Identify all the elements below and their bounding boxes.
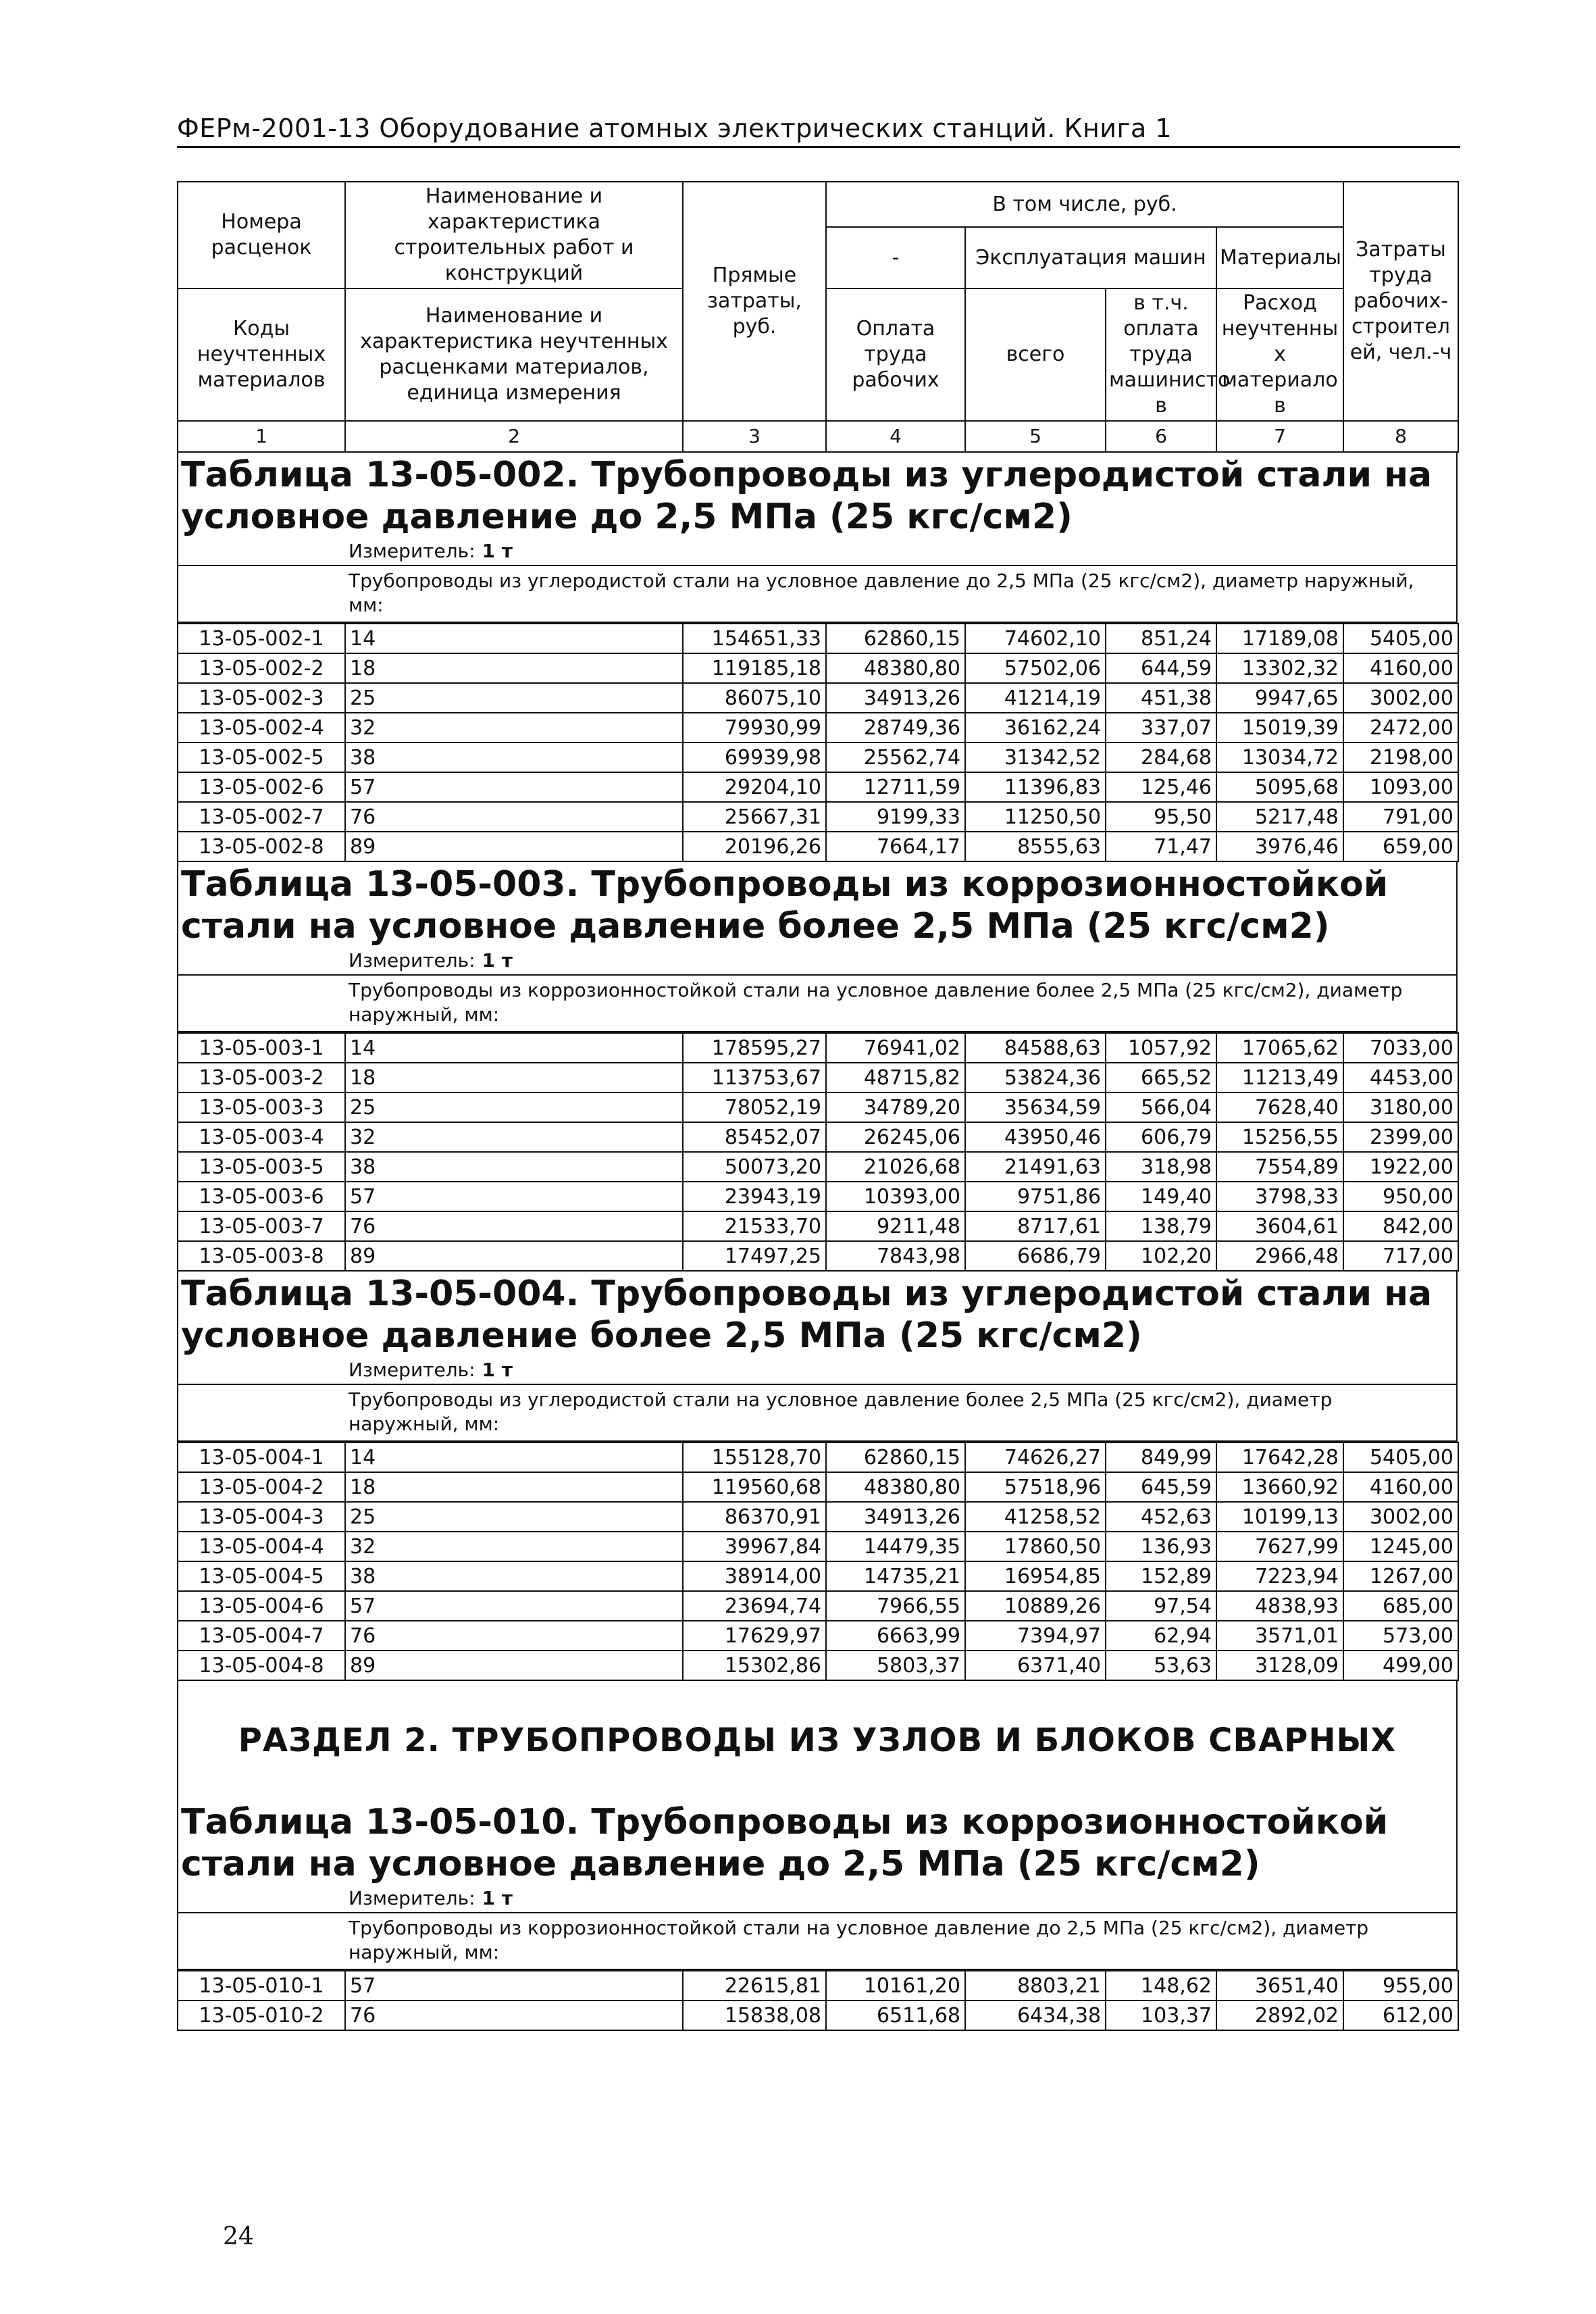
value-cell: 4160,00 [1343,653,1458,683]
meter-label: Измеритель: [349,1887,475,1909]
table-row [178,1502,1458,1532]
diameter-cell: 38 [345,1152,683,1182]
value-cell: 5405,00 [1343,1442,1458,1472]
meter-value: 1 т [482,540,513,562]
value-cell: 95,50 [1106,802,1216,832]
value-cell: 3002,00 [1343,683,1458,713]
rate-code-cell: 13-05-003-2 [178,1063,345,1092]
col-number-5: 5 [965,421,1106,452]
diameter-cell: 76 [345,1621,683,1651]
table-row [178,832,1458,861]
value-cell: 62860,15 [826,624,965,653]
value-cell: 53824,36 [965,1063,1106,1092]
value-cell: 11396,83 [965,772,1106,802]
meter-line [178,1357,1456,1385]
value-cell: 25562,74 [826,743,965,772]
value-cell: 34789,20 [826,1092,965,1122]
value-cell: 15838,08 [683,2001,826,2030]
value-cell: 7966,55 [826,1591,965,1621]
col-header-work-name: Наименование и характеристика строительных работ и конструкций [345,182,683,288]
diameter-cell: 57 [345,1591,683,1621]
table-row [178,1442,1458,1472]
meter-label: Измеритель: [349,540,475,562]
meter-label: Измеритель: [349,1359,475,1381]
col-header-machines: Эксплуатация машин [965,227,1216,288]
diameter-cell: 32 [345,1122,683,1152]
value-cell: 13034,72 [1216,743,1343,772]
value-cell: 717,00 [1343,1241,1458,1271]
meter-line [178,1885,1456,1913]
rate-code-cell: 13-05-002-4 [178,713,345,743]
value-cell: 13302,32 [1216,653,1343,683]
col-number-7: 7 [1216,421,1343,452]
rate-code-cell: 13-05-002-8 [178,832,345,861]
value-cell: 15302,86 [683,1651,826,1680]
col-number-4: 4 [826,421,965,452]
value-cell: 138,79 [1106,1211,1216,1241]
value-cell: 154651,33 [683,624,826,653]
table-title: Таблица 13-05-010. Трубопроводы из коррозионностойкой стали на условное давление до 2,5 МПа (25 кгс/см2) [181,1802,1389,1884]
rate-code-cell: 13-05-002-1 [178,624,345,653]
value-cell: 149,40 [1106,1182,1216,1211]
col-number-8: 8 [1343,421,1458,452]
table-row [178,2001,1458,2030]
table-title: Таблица 13-05-002. Трубопроводы из углеродистой стали на условное давление до 2,5 МПа (25 кгс/см2) [181,455,1433,537]
value-cell: 103,37 [1106,2001,1216,2030]
value-cell: 71,47 [1106,832,1216,861]
running-header: ФЕРм-2001-13 Оборудование атомных электрических станций. Книга 1 [177,114,1460,148]
col-header-dash: - [826,227,965,288]
table-row [178,743,1458,772]
value-cell: 3180,00 [1343,1092,1458,1122]
table-description: Трубопроводы из углеродистой стали на условное давление более 2,5 МПа (25 кгс/см2), диаметр наружный, мм: [178,1385,1456,1442]
value-cell: 8803,21 [965,1971,1106,2001]
value-cell: 76941,02 [826,1033,965,1063]
col-number-6: 6 [1106,421,1216,452]
diameter-cell: 38 [345,743,683,772]
meter-line [178,947,1456,976]
value-cell: 452,63 [1106,1502,1216,1532]
value-cell: 791,00 [1343,802,1458,832]
value-cell: 16954,85 [965,1561,1106,1591]
value-cell: 6686,79 [965,1241,1106,1271]
value-cell: 645,59 [1106,1472,1216,1502]
value-cell: 14735,21 [826,1561,965,1591]
value-cell: 7033,00 [1343,1033,1458,1063]
table-row [178,1591,1458,1621]
value-cell: 955,00 [1343,1971,1458,2001]
rate-code-cell: 13-05-002-7 [178,802,345,832]
table-row [178,1472,1458,1502]
value-cell: 152,89 [1106,1561,1216,1591]
value-cell: 41214,19 [965,683,1106,713]
value-cell: 2966,48 [1216,1241,1343,1271]
value-cell: 644,59 [1106,653,1216,683]
value-cell: 28749,36 [826,713,965,743]
diameter-cell: 14 [345,1442,683,1472]
value-cell: 14479,35 [826,1532,965,1561]
value-cell: 2399,00 [1343,1122,1458,1152]
col-header-direct-costs: Прямые затраты, руб. [683,182,826,421]
value-cell: 10199,13 [1216,1502,1343,1532]
table-block [177,1800,1458,1970]
value-cell: 6663,99 [826,1621,965,1651]
value-cell: 9199,33 [826,802,965,832]
table4-container [177,1800,1458,2031]
meter-value: 1 т [482,1359,513,1381]
table-row [178,1152,1458,1182]
diameter-cell: 89 [345,1651,683,1680]
value-cell: 1093,00 [1343,772,1458,802]
value-cell: 17860,50 [965,1532,1106,1561]
rate-code-cell: 13-05-002-2 [178,653,345,683]
value-cell: 36162,24 [965,713,1106,743]
value-cell: 86075,10 [683,683,826,713]
value-cell: 1057,92 [1106,1033,1216,1063]
value-cell: 11213,49 [1216,1063,1343,1092]
value-cell: 8717,61 [965,1211,1106,1241]
value-cell: 31342,52 [965,743,1106,772]
value-cell: 84588,63 [965,1033,1106,1063]
value-cell: 4838,93 [1216,1591,1343,1621]
value-cell: 119560,68 [683,1472,826,1502]
value-cell: 23694,74 [683,1591,826,1621]
value-cell: 25667,31 [683,802,826,832]
section-block [177,1681,1458,1800]
value-cell: 10889,26 [965,1591,1106,1621]
diameter-cell: 14 [345,1033,683,1063]
table-row [178,1621,1458,1651]
value-cell: 3571,01 [1216,1621,1343,1651]
value-cell: 21491,63 [965,1152,1106,1182]
value-cell: 3002,00 [1343,1502,1458,1532]
table-description: Трубопроводы из коррозионностойкой стали на условное давление до 2,5 МПа (25 кгс/см2), диаметр наружный, мм: [178,1913,1456,1970]
col-number-1: 1 [178,421,345,452]
table-row [178,1651,1458,1680]
diameter-cell: 57 [345,772,683,802]
value-cell: 13660,92 [1216,1472,1343,1502]
table-row [178,653,1458,683]
value-cell: 851,24 [1106,624,1216,653]
value-cell: 337,07 [1106,713,1216,743]
value-cell: 41258,52 [965,1502,1106,1532]
meter-value: 1 т [482,1887,513,1909]
diameter-cell: 76 [345,1211,683,1241]
value-cell: 15256,55 [1216,1122,1343,1152]
value-cell: 22615,81 [683,1971,826,2001]
diameter-cell: 89 [345,1241,683,1271]
price-table [177,623,1459,862]
value-cell: 57502,06 [965,653,1106,683]
value-cell: 318,98 [1106,1152,1216,1182]
section-heading: РАЗДЕЛ 2. ТРУБОПРОВОДЫ ИЗ УЗЛОВ И БЛОКОВ СВАРНЫХ [238,1721,1397,1759]
diameter-cell: 25 [345,1502,683,1532]
table-row [178,713,1458,743]
value-cell: 7843,98 [826,1241,965,1271]
value-cell: 9947,65 [1216,683,1343,713]
rate-code-cell: 13-05-002-6 [178,772,345,802]
value-cell: 3976,46 [1216,832,1343,861]
value-cell: 97,54 [1106,1591,1216,1621]
table-row [178,1561,1458,1591]
value-cell: 4453,00 [1343,1063,1458,1092]
value-cell: 7664,17 [826,832,965,861]
meter-label: Измеритель: [349,949,475,972]
table-row [178,1033,1458,1063]
col-number-3: 3 [683,421,826,452]
value-cell: 53,63 [1106,1651,1216,1680]
rate-code-cell: 13-05-004-5 [178,1561,345,1591]
col-header-including: В том числе, руб. [826,182,1343,227]
diameter-cell: 76 [345,802,683,832]
diameter-cell: 18 [345,1472,683,1502]
column-header-table [177,181,1459,453]
value-cell: 2472,00 [1343,713,1458,743]
value-cell: 125,46 [1106,772,1216,802]
col-header-labor-hours: Затраты труда рабочих-строител ей, чел.-ч [1343,182,1458,421]
diameter-cell: 57 [345,1182,683,1211]
table-row [178,683,1458,713]
value-cell: 612,00 [1343,2001,1458,2030]
value-cell: 5803,37 [826,1651,965,1680]
rate-code-cell: 13-05-004-2 [178,1472,345,1502]
value-cell: 102,20 [1106,1241,1216,1271]
page-number: 24 [223,2223,254,2250]
value-cell: 17065,62 [1216,1033,1343,1063]
value-cell: 15019,39 [1216,713,1343,743]
price-table [177,1970,1459,2031]
value-cell: 7628,40 [1216,1092,1343,1122]
value-cell: 284,68 [1106,743,1216,772]
value-cell: 50073,20 [683,1152,826,1182]
value-cell: 7627,99 [1216,1532,1343,1561]
table-description: Трубопроводы из коррозионностойкой стали на условное давление более 2,5 МПа (25 кгс/см2), диаметр наружный, мм: [178,976,1456,1032]
tables-container [177,453,1458,1681]
rate-code-cell: 13-05-004-3 [178,1502,345,1532]
diameter-cell: 18 [345,653,683,683]
value-cell: 38914,00 [683,1561,826,1591]
rate-code-cell: 13-05-003-8 [178,1241,345,1271]
value-cell: 3798,33 [1216,1182,1343,1211]
col-number-2: 2 [345,421,683,452]
table-title: Таблица 13-05-004. Трубопроводы из углеродистой стали на условное давление более 2,5 МПа (25 кгс/см2) [181,1274,1433,1356]
value-cell: 3651,40 [1216,1971,1343,2001]
diameter-cell: 14 [345,624,683,653]
value-cell: 57518,96 [965,1472,1106,1502]
rate-code-cell: 13-05-003-7 [178,1211,345,1241]
value-cell: 62,94 [1106,1621,1216,1651]
value-cell: 7223,94 [1216,1561,1343,1591]
price-table [177,1442,1459,1681]
table-block [177,453,1458,623]
value-cell: 573,00 [1343,1621,1458,1651]
value-cell: 62860,15 [826,1442,965,1472]
diameter-cell: 18 [345,1063,683,1092]
value-cell: 3128,09 [1216,1651,1343,1680]
diameter-cell: 32 [345,1532,683,1561]
value-cell: 6511,68 [826,2001,965,2030]
value-cell: 48715,82 [826,1063,965,1092]
table-row [178,1182,1458,1211]
value-cell: 4160,00 [1343,1472,1458,1502]
diameter-cell: 25 [345,1092,683,1122]
value-cell: 950,00 [1343,1182,1458,1211]
value-cell: 1245,00 [1343,1532,1458,1561]
value-cell: 2892,02 [1216,2001,1343,2030]
value-cell: 74626,27 [965,1442,1106,1472]
table-block [177,1272,1458,1442]
value-cell: 17189,08 [1216,624,1343,653]
document-body [177,181,1458,2031]
value-cell: 20196,26 [683,832,826,861]
value-cell: 10161,20 [826,1971,965,2001]
value-cell: 39967,84 [683,1532,826,1561]
value-cell: 10393,00 [826,1182,965,1211]
value-cell: 23943,19 [683,1182,826,1211]
value-cell: 34913,26 [826,1502,965,1532]
value-cell: 119185,18 [683,653,826,683]
rate-code-cell: 13-05-002-3 [178,683,345,713]
diameter-cell: 76 [345,2001,683,2030]
value-cell: 136,93 [1106,1532,1216,1561]
col-header-material-usage: Расход неучтенны х материало в [1216,288,1343,421]
value-cell: 3604,61 [1216,1211,1343,1241]
table-row [178,624,1458,653]
value-cell: 35634,59 [965,1092,1106,1122]
value-cell: 17642,28 [1216,1442,1343,1472]
value-cell: 155128,70 [683,1442,826,1472]
table-row [178,772,1458,802]
value-cell: 5095,68 [1216,772,1343,802]
value-cell: 8555,63 [965,832,1106,861]
diameter-cell: 57 [345,1971,683,2001]
rate-code-cell: 13-05-003-5 [178,1152,345,1182]
table-row [178,1122,1458,1152]
table-row [178,1241,1458,1271]
value-cell: 178595,27 [683,1033,826,1063]
table-row [178,1063,1458,1092]
value-cell: 5405,00 [1343,624,1458,653]
rate-code-cell: 13-05-004-1 [178,1442,345,1472]
col-header-machines-total: всего [965,288,1106,421]
value-cell: 48380,80 [826,1472,965,1502]
col-header-material-names: Наименование и характеристика неучтенных расценками материалов, единица измерения [345,288,683,421]
table-row [178,1092,1458,1122]
value-cell: 7394,97 [965,1621,1106,1651]
value-cell: 6371,40 [965,1651,1106,1680]
value-cell: 665,52 [1106,1063,1216,1092]
value-cell: 7554,89 [1216,1152,1343,1182]
col-header-rate-number: Номера расценок [178,182,345,288]
value-cell: 86370,91 [683,1502,826,1532]
value-cell: 6434,38 [965,2001,1106,2030]
table-row [178,1211,1458,1241]
value-cell: 21026,68 [826,1152,965,1182]
diameter-cell: 32 [345,713,683,743]
value-cell: 17629,97 [683,1621,826,1651]
rate-code-cell: 13-05-010-2 [178,2001,345,2030]
table-block [177,862,1458,1032]
value-cell: 499,00 [1343,1651,1458,1680]
table-row [178,1532,1458,1561]
rate-code-cell: 13-05-003-4 [178,1122,345,1152]
price-table [177,1032,1459,1272]
rate-code-cell: 13-05-004-7 [178,1621,345,1651]
value-cell: 79930,99 [683,713,826,743]
value-cell: 113753,67 [683,1063,826,1092]
rate-code-cell: 13-05-004-8 [178,1651,345,1680]
value-cell: 74602,10 [965,624,1106,653]
value-cell: 842,00 [1343,1211,1458,1241]
table-row [178,1971,1458,2001]
rate-code-cell: 13-05-003-3 [178,1092,345,1122]
meter-value: 1 т [482,949,513,972]
diameter-cell: 89 [345,832,683,861]
value-cell: 849,99 [1106,1442,1216,1472]
table-title: Таблица 13-05-003. Трубопроводы из коррозионностойкой стали на условное давление более 2,5 МПа (25 кгс/см2) [181,864,1389,947]
value-cell: 17497,25 [683,1241,826,1271]
col-header-materials: Материалы [1216,227,1343,288]
value-cell: 9751,86 [965,1182,1106,1211]
value-cell: 11250,50 [965,802,1106,832]
table-description: Трубопроводы из углеродистой стали на условное давление до 2,5 МПа (25 кгс/см2), диаметр наружный, мм: [178,566,1456,623]
value-cell: 451,38 [1106,683,1216,713]
rate-code-cell: 13-05-002-5 [178,743,345,772]
value-cell: 659,00 [1343,832,1458,861]
rate-code-cell: 13-05-003-6 [178,1182,345,1211]
value-cell: 78052,19 [683,1092,826,1122]
value-cell: 21533,70 [683,1211,826,1241]
rate-code-cell: 13-05-004-4 [178,1532,345,1561]
value-cell: 5217,48 [1216,802,1343,832]
col-header-operator-pay: в т.ч. оплата труда машинисто в [1106,288,1216,421]
value-cell: 1267,00 [1343,1561,1458,1591]
value-cell: 26245,06 [826,1122,965,1152]
value-cell: 148,62 [1106,1971,1216,2001]
col-header-material-codes: Коды неучтенных материалов [178,288,345,421]
value-cell: 85452,07 [683,1122,826,1152]
value-cell: 29204,10 [683,772,826,802]
value-cell: 48380,80 [826,653,965,683]
value-cell: 9211,48 [826,1211,965,1241]
rate-code-cell: 13-05-004-6 [178,1591,345,1621]
value-cell: 2198,00 [1343,743,1458,772]
diameter-cell: 38 [345,1561,683,1591]
value-cell: 12711,59 [826,772,965,802]
value-cell: 34913,26 [826,683,965,713]
rate-code-cell: 13-05-003-1 [178,1033,345,1063]
table-row [178,802,1458,832]
value-cell: 685,00 [1343,1591,1458,1621]
value-cell: 69939,98 [683,743,826,772]
value-cell: 606,79 [1106,1122,1216,1152]
rate-code-cell: 13-05-010-1 [178,1971,345,2001]
meter-line [178,538,1456,566]
diameter-cell: 25 [345,683,683,713]
value-cell: 1922,00 [1343,1152,1458,1182]
value-cell: 43950,46 [965,1122,1106,1152]
col-header-worker-pay: Оплата труда рабочих [826,288,965,421]
value-cell: 566,04 [1106,1092,1216,1122]
